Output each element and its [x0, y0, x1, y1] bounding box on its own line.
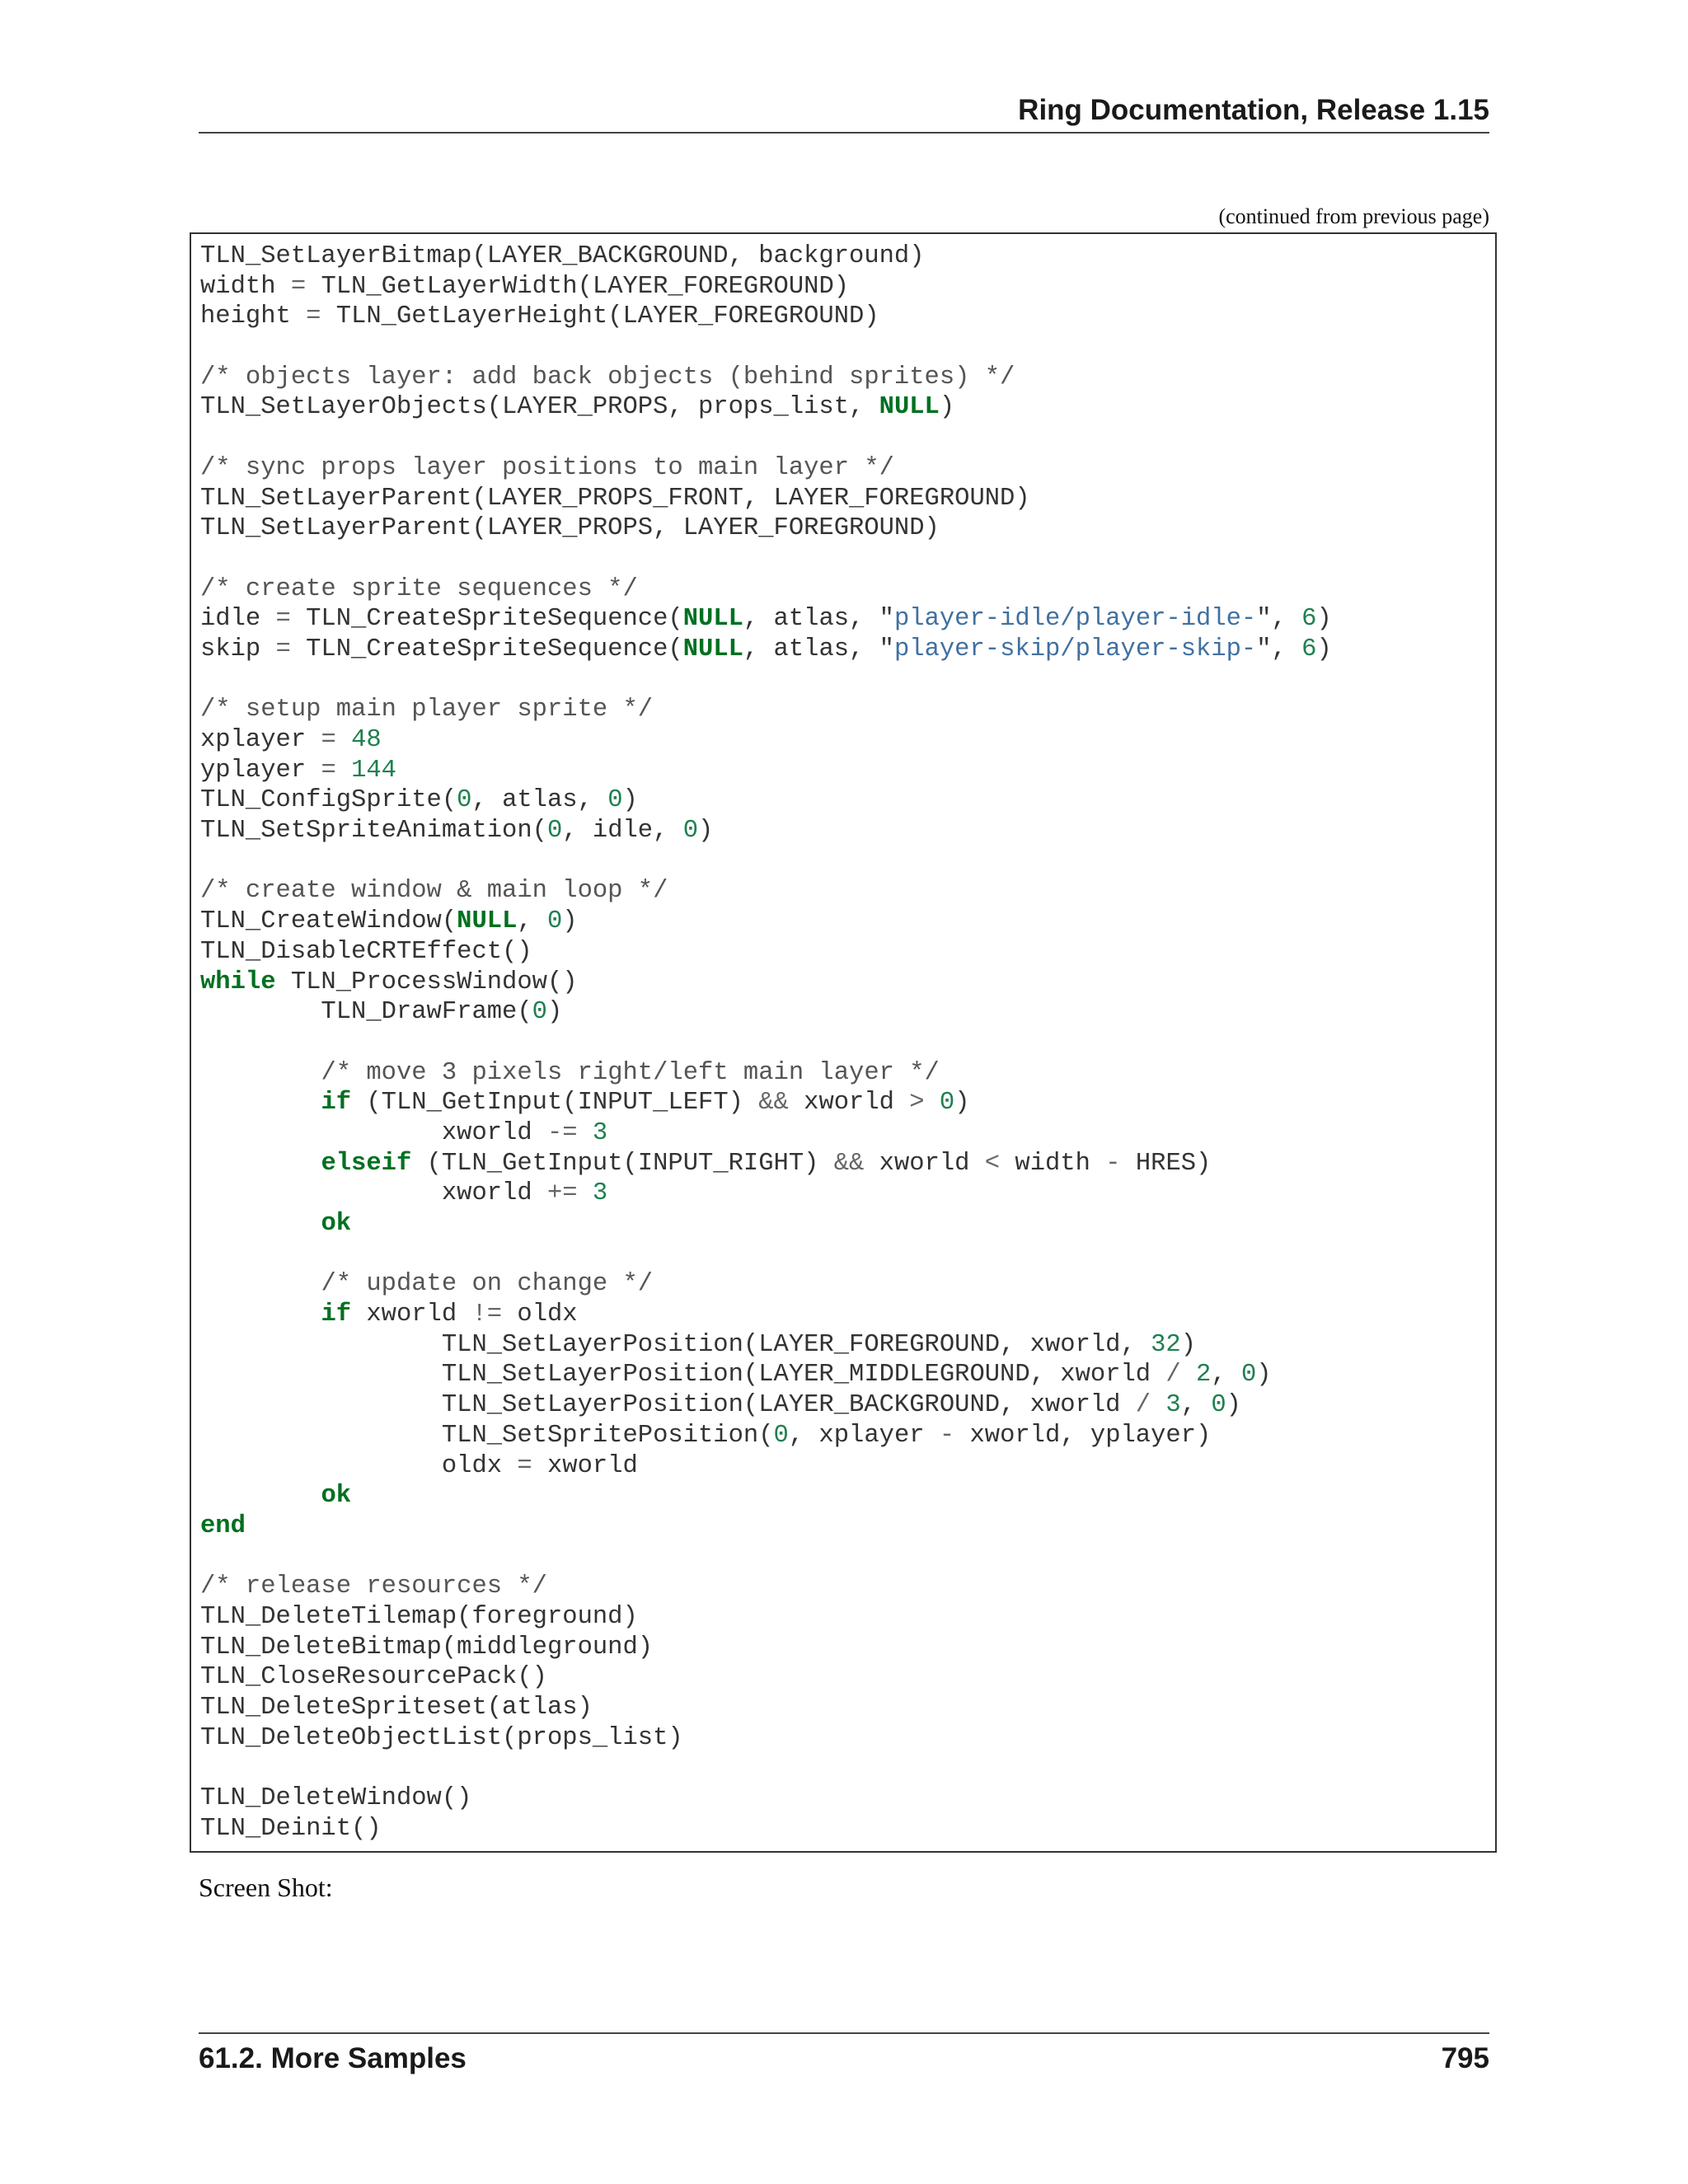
- code-line: TLN_DisableCRTEffect(): [200, 937, 532, 966]
- code-line: oldx = xworld: [200, 1451, 638, 1480]
- code-line: /* setup main player sprite */: [200, 696, 654, 724]
- code-line: TLN_CreateWindow(NULL, 0): [200, 907, 578, 936]
- code-line: TLN_SetLayerPosition(LAYER_FOREGROUND, xworld, 32): [200, 1330, 1197, 1359]
- code-block: [190, 232, 1497, 1853]
- code-line: /* objects layer: add back objects (behind sprites) */: [200, 363, 1015, 391]
- code-line: TLN_DeleteWindow(): [200, 1784, 472, 1813]
- code-line: /* update on change */: [321, 1270, 654, 1299]
- code-line: TLN_DrawFrame(0): [200, 998, 563, 1027]
- page-header: [199, 92, 1489, 134]
- footer-page-number: 795: [1441, 2042, 1489, 2074]
- code-line: TLN_DeleteObjectList(props_list): [200, 1723, 683, 1752]
- code-line: [200, 423, 1332, 453]
- code-line: [200, 665, 1332, 696]
- code-line: TLN_SetSpriteAnimation(0, idle, 0): [200, 817, 714, 846]
- code-line: /* create window & main loop */: [200, 877, 668, 906]
- code-line: /* release resources */: [200, 1572, 547, 1601]
- code-listing: [200, 241, 1332, 1844]
- code-line: width = TLN_GetLayerWidth(LAYER_FOREGROUND): [200, 272, 850, 301]
- code-line: [200, 544, 1332, 574]
- code-line: /* create sprite sequences */: [200, 574, 638, 603]
- code-line: TLN_SetLayerPosition(LAYER_MIDDLEGROUND, xworld / 2, 0): [200, 1361, 1272, 1390]
- code-line: idle = TLN_CreateSpriteSequence(NULL, atlas, "player-idle/player-idle-", 6): [200, 605, 1332, 634]
- code-line: xplayer = 48: [200, 726, 382, 754]
- code-line: TLN_SetLayerParent(LAYER_PROPS_FRONT, LAYER_FOREGROUND): [200, 484, 1030, 513]
- code-line: [200, 1240, 1332, 1270]
- code-line: TLN_SetLayerBitmap(LAYER_BACKGROUND, background): [200, 242, 925, 270]
- code-line: TLN_SetLayerObjects(LAYER_PROPS, props_list, NULL): [200, 393, 955, 422]
- code-line: TLN_Deinit(): [200, 1814, 382, 1843]
- code-line: TLN_SetLayerParent(LAYER_PROPS, LAYER_FOREGROUND): [200, 514, 940, 543]
- footer-section-title: 61.2. More Samples: [199, 2042, 467, 2074]
- code-line: [200, 1028, 1332, 1058]
- code-line: TLN_SetLayerPosition(LAYER_BACKGROUND, xworld / 3, 0): [200, 1391, 1241, 1420]
- code-line: TLN_DeleteTilemap(foreground): [200, 1602, 638, 1631]
- code-line: TLN_DeleteSpriteset(atlas): [200, 1694, 593, 1722]
- page-footer: [199, 2032, 1489, 2074]
- continued-note: (continued from previous page): [1218, 204, 1489, 228]
- code-line: /* move 3 pixels right/left main layer */: [321, 1058, 940, 1087]
- code-line: xworld -= 3: [200, 1118, 608, 1147]
- code-line: if xworld != oldx: [321, 1301, 578, 1329]
- code-line: xworld += 3: [200, 1179, 608, 1208]
- code-line: ok: [321, 1210, 352, 1238]
- code-line: TLN_DeleteBitmap(middleground): [200, 1633, 654, 1661]
- code-line: TLN_SetSpritePosition(0, xplayer - xworld, yplayer): [200, 1421, 1212, 1450]
- code-line: [200, 332, 1332, 363]
- code-line: TLN_ConfigSprite(0, atlas, 0): [200, 786, 638, 815]
- code-line: elseif (TLN_GetInput(INPUT_RIGHT) && xworld < width - HRES): [321, 1149, 1212, 1178]
- code-line: skip = TLN_CreateSpriteSequence(NULL, atlas, "player-skip/player-skip-", 6): [200, 635, 1332, 663]
- code-line: [200, 1753, 1332, 1783]
- code-line: if (TLN_GetInput(INPUT_LEFT) && xworld > 0): [321, 1089, 970, 1118]
- code-line: end: [200, 1511, 246, 1540]
- code-line: while TLN_ProcessWindow(): [200, 968, 578, 996]
- code-line: yplayer = 144: [200, 756, 396, 785]
- code-line: TLN_CloseResourcePack(): [200, 1663, 547, 1692]
- code-line: [200, 1542, 1332, 1572]
- code-line: /* sync props layer positions to main layer */: [200, 453, 894, 482]
- code-line: ok: [321, 1482, 352, 1511]
- code-line: [200, 846, 1332, 877]
- document-title: Ring Documentation, Release 1.15: [1018, 94, 1489, 126]
- code-line: height = TLN_GetLayerHeight(LAYER_FOREGROUND): [200, 302, 879, 331]
- screen-shot-label: Screen Shot:: [199, 1872, 333, 1902]
